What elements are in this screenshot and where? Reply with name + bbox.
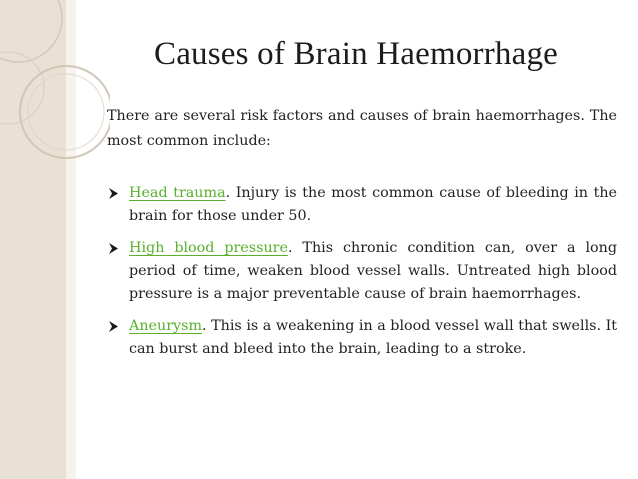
bullet-text: . This is a weakening in a blood vessel wall that swells. It can burst and bleed into the brain, leading to a stroke. [129, 318, 617, 357]
deco-circle-top [0, 0, 62, 62]
arrow-bullet-icon [107, 315, 121, 338]
arrow-bullet-icon [107, 237, 121, 260]
keyword-head-trauma: Head trauma [129, 185, 226, 201]
deco-circle-large [20, 66, 110, 158]
bullet-list [107, 182, 617, 370]
bullet-head-trauma [107, 182, 617, 228]
slide-title: Causes of Brain Haemorrhage [153, 36, 558, 72]
intro-paragraph: There are several risk factors and causes of brain haemorrhages. The most common include: [107, 108, 617, 149]
arrow-bullet-icon [107, 182, 121, 205]
decorative-circles [0, 0, 110, 200]
deco-circle-middle [0, 52, 44, 124]
bullet-text: . Injury is the most common cause of bleeding in the brain for those under 50. [129, 185, 617, 224]
keyword-high-blood-pressure: High blood pressure [129, 240, 288, 256]
keyword-aneurysm: Aneurysm [129, 318, 203, 334]
bullet-aneurysm [107, 315, 617, 361]
bullet-text: . This chronic condition can, over a long period of time, weaken blood vessel walls. Untreated high blood pressure is a major preventable cause of brain haemorrhages. [129, 240, 617, 302]
bullet-high-blood-pressure [107, 237, 617, 306]
deco-circle-inner [28, 74, 104, 150]
